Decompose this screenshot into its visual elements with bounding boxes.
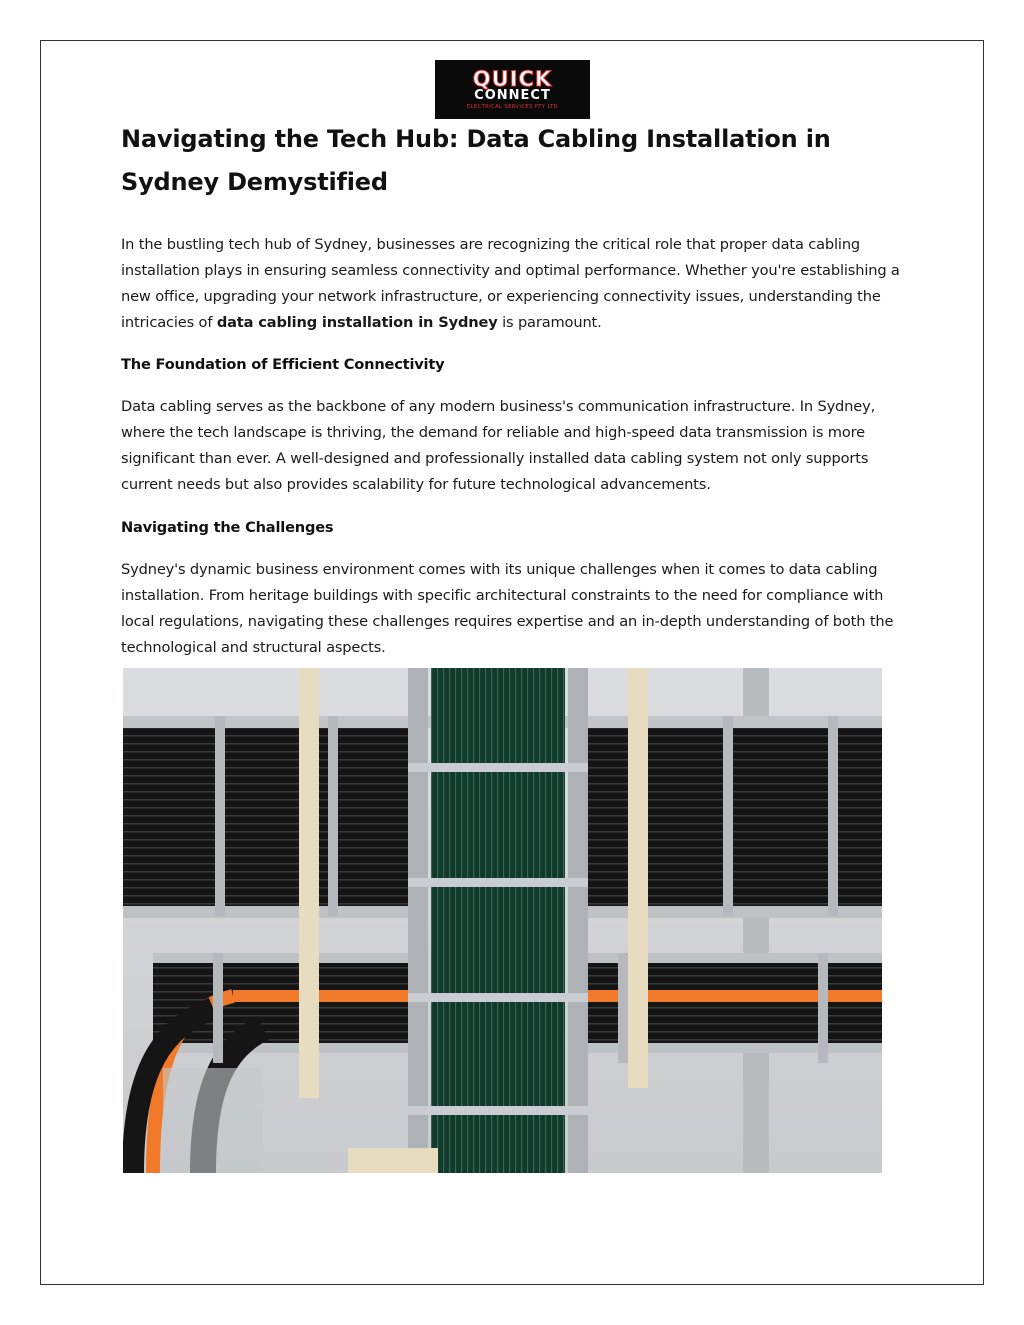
article-body [121,118,906,661]
section-body-foundation: Data cabling serves as the backbone of any modern business's communication infrastructure. In Sydney, where the tech landscape is thriving, the demand for reliable and high-speed data transmission is more significant than ever. A well-designed and professionally installed data cabling system not only supports current needs but also provides scalability for future technological advancements. [121,398,876,493]
section-body-challenges: Sydney's dynamic business environment comes with its unique challenges when it comes to data cabling installation. From heritage buildings with specific architectural constraints to the need for compliance with local regulations, navigating these challenges requires expertise and an in-depth understanding of both the technological and structural aspects. [121,561,894,656]
intro-bold-keyword: data cabling installation in Sydney [216,314,498,331]
section-heading-foundation: The Foundation of Efficient Connectivity [121,356,445,373]
logo-text-tagline: ELECTRICAL SERVICES PTY LTD [467,103,558,110]
intro-paragraph [121,232,906,336]
company-logo [435,60,590,119]
logo-text-quick: QUICK [472,66,553,91]
cable-trays-photo [123,668,882,1173]
intro-text-start: In the bustling tech hub of Sydney, businesses are recognizing the critical role that proper data cabling installation plays in ensuring seamless connectivity and optimal performance. Whether you're establishing a new office, upgrading your network infrastructure, or experiencing connectivity issues, understanding the intricacies of [121,236,900,331]
intro-text-end: is paramount. [497,314,602,331]
article-title: Navigating the Tech Hub: Data Cabling Installation in Sydney Demystified [121,125,831,196]
cable-trays-illustration [123,668,882,1173]
section-heading-challenges: Navigating the Challenges [121,519,334,536]
logo-text-connect: CONNECT [474,87,551,103]
